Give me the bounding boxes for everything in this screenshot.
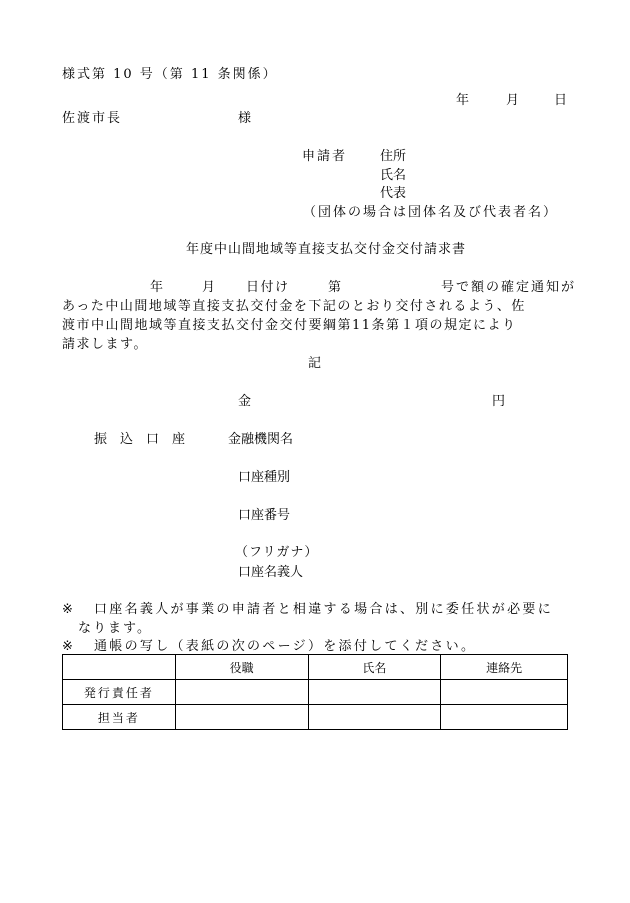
amount-label: 金 [238, 394, 252, 409]
addressee-honorific: 様 [238, 111, 252, 126]
table-header-name: 氏名 [308, 655, 441, 680]
date-year: 年 [456, 93, 470, 108]
form-number: 様式第 10 号（第 11 条関係） [62, 67, 278, 82]
row-label-issuer: 発行責任者 [63, 680, 176, 705]
account-type-label: 口座種別 [238, 470, 291, 485]
applicant-address-label: 住所 [380, 149, 407, 164]
body-month: 月 [202, 280, 217, 295]
furigana-label: （フリガナ） [235, 545, 319, 560]
row-label-person-in-charge: 担当者 [63, 705, 176, 730]
date-day: 日 [554, 93, 568, 108]
table-row [63, 705, 568, 730]
account-holder-label: 口座名義人 [238, 565, 304, 580]
note-1-line-2: なります。 [78, 621, 152, 636]
table-row [63, 680, 568, 705]
transfer-account-label: 振 込 口 座 [94, 432, 186, 447]
body-date: 日付け [246, 280, 290, 295]
table-header-position: 役職 [175, 655, 308, 680]
amount-unit: 円 [492, 394, 506, 409]
ki-mark: 記 [308, 356, 322, 371]
table-header-empty [63, 655, 176, 680]
cell-contact-contact[interactable] [441, 705, 568, 730]
note-2-mark: ※ [62, 639, 73, 654]
responsibility-table [62, 654, 568, 730]
account-number-label: 口座番号 [238, 508, 291, 523]
table-header-contact: 連絡先 [441, 655, 568, 680]
note-1-line-1: 口座名義人が事業の申請者と相違する場合は、別に委任状が必要に [94, 602, 554, 617]
applicant-label: 申請者 [302, 149, 348, 164]
applicant-representative-label: 代表 [380, 186, 407, 201]
note-2: 通帳の写し（表紙の次のページ）を添付してください。 [94, 639, 477, 654]
cell-contact-name[interactable] [308, 705, 441, 730]
body-line-3: 渡市中山間地域等直接支払交付金交付要綱第11条第１項の規定により [62, 318, 517, 333]
addressee-name: 佐渡市長 [62, 111, 123, 126]
applicant-name-label: 氏名 [380, 168, 407, 183]
body-number-prefix: 第 [328, 280, 343, 295]
note-1-mark: ※ [62, 602, 73, 617]
table-header-row [63, 655, 568, 680]
body-line-2: あった中山間地域等直接支払交付金を下記のとおり交付されるよう、佐 [62, 299, 526, 314]
body-year: 年 [150, 280, 165, 295]
applicant-group-note: （団体の場合は団体名及び代表者名） [303, 205, 559, 220]
date-month: 月 [506, 93, 520, 108]
document-title: 年度中山間地域等直接支払交付金交付請求書 [186, 242, 467, 257]
cell-issuer-position[interactable] [175, 680, 308, 705]
body-line-1-rest: 号で額の確定通知が [441, 280, 577, 295]
cell-issuer-contact[interactable] [441, 680, 568, 705]
cell-contact-position[interactable] [175, 705, 308, 730]
cell-issuer-name[interactable] [308, 680, 441, 705]
bank-name-label: 金融機関名 [228, 432, 294, 447]
body-line-4: 請求します。 [62, 337, 148, 352]
